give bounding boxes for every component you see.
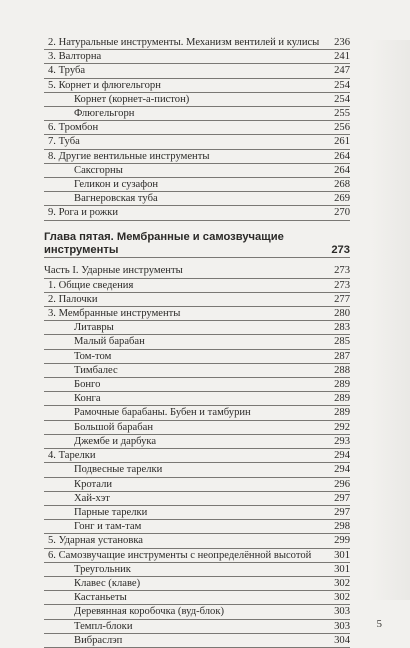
toc-entry-label: Том-том [74, 350, 112, 362]
toc-entry-page: 256 [334, 122, 350, 134]
toc-entry-label: 4. Труба [48, 65, 86, 77]
toc-entry [44, 577, 350, 591]
toc-entry [44, 150, 350, 164]
toc-entry-label: Парные тарелки [74, 506, 148, 518]
toc-entry [44, 293, 350, 307]
toc-entry-page: 261 [334, 136, 350, 148]
toc-entry-page: 264 [334, 150, 350, 162]
toc-entry [44, 605, 350, 619]
toc-entry-page: 297 [334, 506, 350, 518]
toc-entry-page: 292 [334, 421, 350, 433]
toc-entry-page: 301 [334, 549, 350, 561]
toc-entry-page: 289 [334, 379, 350, 391]
toc-entry-label: 7. Туба [48, 136, 80, 148]
toc-entry [44, 264, 350, 278]
toc-entry [44, 36, 350, 50]
toc-entry [44, 279, 350, 293]
toc-entry-label: Саксгорны [74, 164, 123, 176]
toc-entry-page: 273 [334, 265, 350, 277]
toc-entry [44, 135, 350, 149]
toc-entry-label: Кастаньеты [74, 592, 127, 604]
toc-entry-label: 5. Ударная установка [48, 535, 144, 547]
toc-entry [44, 506, 350, 520]
toc-entry [44, 478, 350, 492]
toc-entry [44, 64, 350, 78]
toc-entry-page: 236 [334, 37, 350, 48]
page-number: 5 [376, 618, 382, 630]
toc-entry-page: 255 [334, 108, 350, 120]
toc-entry [44, 192, 350, 206]
toc-entry-label: Хай-хэт [74, 492, 110, 504]
toc-entry-page: 293 [334, 435, 350, 447]
toc-entry-label: 4. Тарелки [48, 450, 96, 462]
toc-entry-page: 296 [334, 478, 350, 490]
toc-entry-label: Конга [74, 393, 101, 405]
toc-entry-label: 3. Мембранные инструменты [48, 308, 181, 320]
toc-entry-label: 2. Натуральные инструменты. Механизм вентилей и кулисы [48, 37, 320, 48]
toc-entry-label: Часть I. Ударные инструменты [44, 265, 183, 277]
toc-entry [44, 364, 350, 378]
toc-entry [44, 406, 350, 420]
toc-entry-page: 297 [334, 492, 350, 504]
toc-entry-page: 289 [334, 393, 350, 405]
toc-entry [44, 206, 350, 220]
toc-entry-label: Корнет (корнет-а-пистон) [74, 93, 190, 105]
toc-entry-label: Флюгельгорн [74, 108, 135, 120]
toc-entry-label: Малый барабан [74, 336, 145, 348]
toc-entry-page: 273 [334, 279, 350, 291]
toc-entry [44, 79, 350, 93]
toc-entry-page: 302 [334, 592, 350, 604]
toc-entry-label: Клавес (клаве) [74, 577, 141, 589]
toc-entry [44, 534, 350, 548]
toc-entry-label: 1. Общие сведения [48, 279, 134, 291]
toc-entry-label: 2. Палочки [48, 293, 98, 305]
toc-entry-label: 8. Другие вентильные инструменты [48, 150, 210, 162]
toc-entry-label: Гонг и там-там [74, 521, 142, 533]
toc-entry-label: Подвесные тарелки [74, 464, 163, 476]
toc-entry [44, 520, 350, 534]
toc-entry [44, 378, 350, 392]
toc-entry-page: 289 [334, 407, 350, 419]
table-of-contents [44, 36, 350, 648]
toc-entry-label: Треугольник [74, 563, 131, 575]
toc-entry-label: Деревянная коробочка (вуд-блок) [74, 606, 225, 618]
toc-entry-page: 277 [334, 293, 350, 305]
toc-entry [44, 178, 350, 192]
toc-entry-page: 303 [334, 606, 350, 618]
toc-entry-label: 3. Валторна [48, 51, 102, 63]
toc-entry-label: 6. Самозвучащие инструменты с неопределённой высотой [48, 549, 312, 561]
toc-entry [44, 121, 350, 135]
toc-entry-page: 298 [334, 521, 350, 533]
chapter-page: 273 [331, 244, 350, 257]
toc-entry-label: Бонго [74, 379, 101, 391]
toc-entry-page: 288 [334, 364, 350, 376]
toc-entry-label: Вагнеровская туба [74, 193, 158, 205]
toc-entry [44, 321, 350, 335]
toc-entry [44, 350, 350, 364]
toc-entry [44, 620, 350, 634]
chapter-title: Глава пятая. Мембранные и самозвучащие инструменты [44, 230, 284, 257]
toc-entry [44, 435, 350, 449]
toc-entry-page: 299 [334, 535, 350, 547]
toc-entry-page: 269 [334, 193, 350, 205]
bleed-through-shadow [370, 40, 410, 600]
toc-entry-label: 9. Рога и рожки [48, 207, 118, 219]
toc-entry-page: 301 [334, 563, 350, 575]
toc-entry-label: Темпл-блоки [74, 620, 133, 632]
toc-entry-page: 285 [334, 336, 350, 348]
toc-entry [44, 50, 350, 64]
toc-entry-page: 241 [334, 51, 350, 63]
toc-entry-page: 254 [334, 93, 350, 105]
toc-entry [44, 563, 350, 577]
toc-entry [44, 164, 350, 178]
chapter-heading [44, 231, 350, 259]
toc-entry [44, 335, 350, 349]
toc-entry-page: 294 [334, 450, 350, 462]
toc-entry-page: 280 [334, 308, 350, 320]
toc-entry-page: 247 [334, 65, 350, 77]
toc-entry-page: 283 [334, 322, 350, 334]
toc-entry-label: 6. Тромбон [48, 122, 99, 134]
toc-entry-label: Кротали [74, 478, 113, 490]
toc-entry [44, 392, 350, 406]
toc-entry [44, 463, 350, 477]
toc-entry-label: Рамочные барабаны. Бубен и тамбурин [74, 407, 251, 419]
toc-entry-page: 304 [334, 634, 350, 646]
toc-entry-label: Геликон и сузафон [74, 179, 159, 191]
toc-entry-page: 270 [334, 207, 350, 219]
toc-entry-label: 5. Корнет и флюгельгорн [48, 79, 161, 91]
toc-entry-page: 264 [334, 164, 350, 176]
toc-entry-page: 303 [334, 620, 350, 632]
toc-entry-label: Вибраслэп [74, 634, 123, 646]
toc-section-brass [44, 36, 350, 221]
toc-entry [44, 107, 350, 121]
toc-entry [44, 307, 350, 321]
toc-entry [44, 449, 350, 463]
toc-entry [44, 93, 350, 107]
toc-entry-page: 268 [334, 179, 350, 191]
toc-entry-page: 294 [334, 464, 350, 476]
toc-entry [44, 549, 350, 563]
toc-entry-label: Джембе и дарбука [74, 435, 157, 447]
toc-entry-label: Тимбалес [74, 364, 118, 376]
toc-entry [44, 492, 350, 506]
toc-entry-page: 287 [334, 350, 350, 362]
toc-entry-label: Большой барабан [74, 421, 153, 433]
toc-entry [44, 591, 350, 605]
toc-entry [44, 421, 350, 435]
toc-entry-page: 254 [334, 79, 350, 91]
toc-section-percussion [44, 264, 350, 647]
toc-entry-page: 302 [334, 577, 350, 589]
toc-entry-label: Литавры [74, 322, 114, 334]
